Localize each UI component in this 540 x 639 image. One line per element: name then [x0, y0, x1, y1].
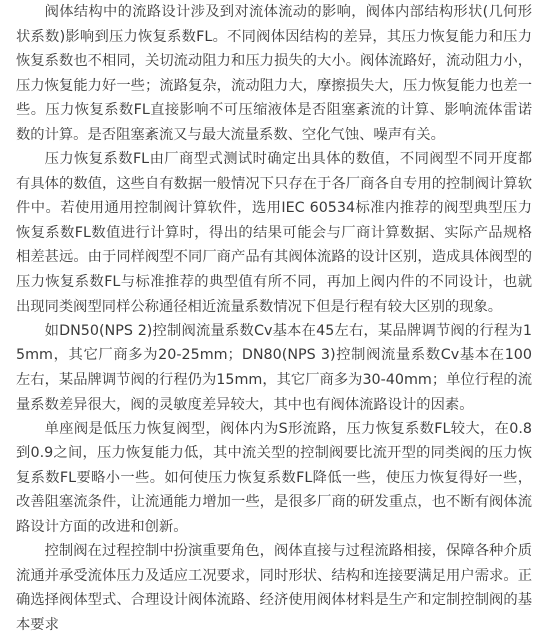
- paragraph-flow-path-design: 阀体结构中的流路设计涉及到对流体流动的影响，阀体内部结构形状(几何形状系数)影响到压力恢复系数FL。不同阀体因结构的差异，其压力恢复能力和压力恢复系数也不相同，关切流动阻力和压力损失的大小。阀体流路好，流动阻力小，压力恢复能力好一些；流路复杂，流动阻力大，摩擦损失大，压力恢复能力也差一些。压力恢复系数FL直接影响不可压缩液体是否阻塞紊流的计算、影响流体雷诺数的计算。是否阻塞紊流又与最大流量系数、空化气蚀、噪声有关。: [16, 4, 532, 143]
- paragraph-fl-vendor-values: 压力恢复系数FL由厂商型式测试时确定出具体的数值，不同阀型不同开度都有具体的数值，这些自有数据一般情况下只存在于各厂商各自专用的控制阀计算软件中。若使用通用控制阀计算软件，选用IEC 60534标准内推荐的阀型典型压力恢复系数FL数值进行计算时，得出的结果可能会与厂商计算数据、实际产品规格相差甚远。由于同样阀型不同厂商产品有其阀体流路的设计区别，造成具体阀型的压力恢复系数FL与标准推荐的典型值有所不同，再加上阀内件的不同设计，也就出现同类阀型同样公称通径相近流量系数情况下但是行程有较大区别的现象。: [16, 151, 532, 315]
- paragraph-control-valve-role: 控制阀在过程控制中扮演重要角色，阀体直接与过程流路相接，保障各种介质流通并承受流体压力及适应工况要求，同时形状、结构和连接要满足用户需求。正确选择阀体型式、合理设计阀体流路、经济使用阀体材料是生产和定制控制阀的基本要求: [16, 543, 532, 633]
- paragraph-single-seat-valve: 单座阀是低压力恢复阀型，阀体内为S形流路，压力恢复系数FL较大，在0.8到0.9之间，压力恢复能力低，其中流关型的控制阀要比流开型的同类阀的压力恢复系数FL要略小一些。如何使压力恢复系数FL降低一些，使压力恢复得好一些，改善阻塞流条件，让流通能力增加一些，是很多厂商的研发重点，也不断有阀体流路设计方面的改进和创新。: [16, 420, 532, 535]
- paragraph-cv-travel-example: 如DN50(NPS 2)控制阀流量系数Cv基本在45左右，某品牌调节阀的行程为15mm，其它厂商多为20-25mm；DN80(NPS 3)控制阀流量系数Cv基本在100左右，某品牌调节阀的行程仍为15mm，其它厂商多为30-40mm；单位行程的流量系数差异很大，阀的灵敏度差异较大，其中也有阀体流路设计的因素。: [16, 322, 532, 413]
